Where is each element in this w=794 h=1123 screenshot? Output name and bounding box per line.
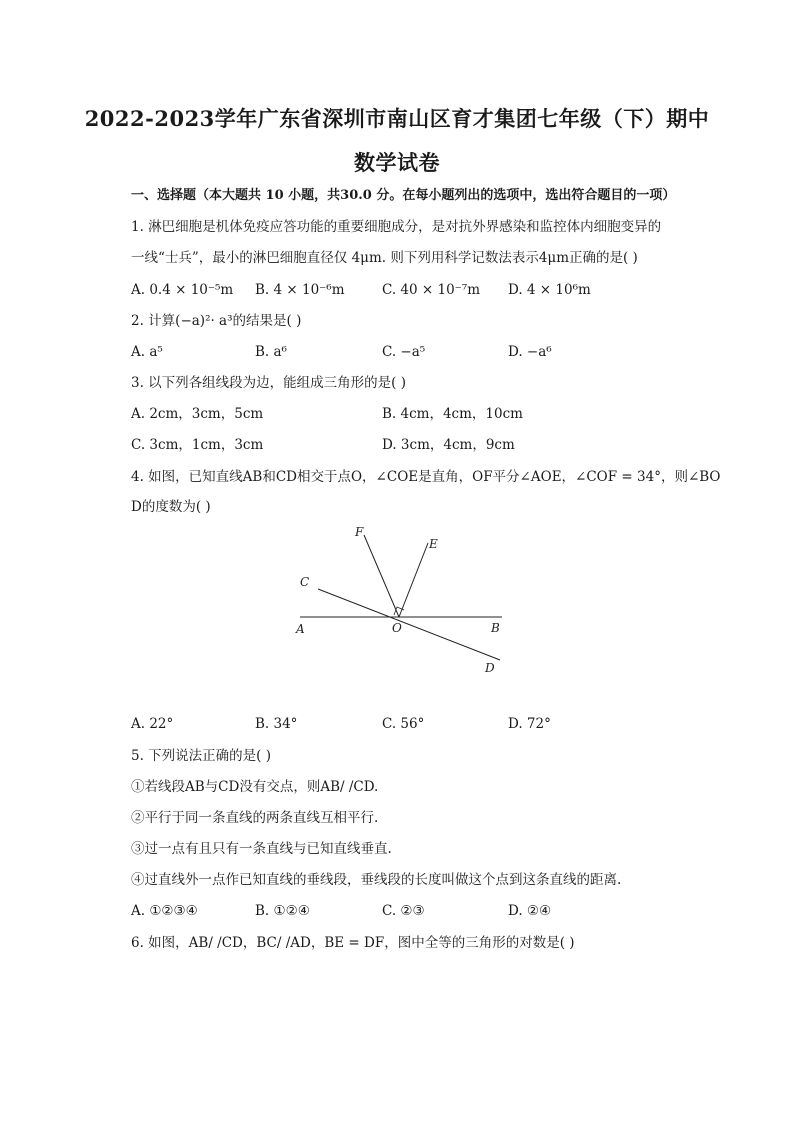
question-2-option-a: A. a⁵: [131, 344, 163, 360]
question-4-line-2: D的度数为( ): [131, 499, 211, 515]
question-5-statement-1: ①若线段AB与CD没有交点，则AB/ /CD.: [131, 779, 379, 795]
label-f: F: [355, 525, 364, 539]
question-2-option-c: C. −a⁵: [382, 344, 426, 360]
question-5-option-d: D. ②④: [508, 903, 552, 919]
label-e: E: [429, 537, 438, 551]
question-2-option-b: B. a⁶: [255, 344, 287, 360]
question-1-option-b: B. 4 × 10⁻⁶m: [255, 282, 345, 298]
question-1-option-d: D. 4 × 10⁶m: [508, 282, 591, 298]
exam-title-line2: 数学试卷: [354, 150, 440, 175]
ray-oe: [399, 543, 428, 617]
label-d: D: [485, 661, 495, 675]
question-6-line-1: 6. 如图，AB/ /CD，BC/ /AD，BE = DF，图中全等的三角形的对数是( ): [131, 935, 575, 951]
label-c: C: [300, 575, 310, 589]
question-2-option-d: D. −a⁶: [508, 344, 552, 360]
question-3-line-1: 3. 以下列各组线段为边，能组成三角形的是( ): [131, 375, 406, 391]
question-5-statement-4: ④过直线外一点作已知直线的垂线段，垂线段的长度叫做这个点到这条直线的距离.: [131, 872, 622, 888]
question-4-option-d: D. 72°: [508, 716, 551, 732]
question-1-option-c: C. 40 × 10⁻⁷m: [382, 282, 481, 298]
label-a: A: [296, 622, 305, 636]
question-5-statement-2: ②平行于同一条直线的两条直线互相平行.: [131, 810, 379, 826]
question-1-option-a: A. 0.4 × 10⁻⁵m: [131, 282, 234, 298]
section-heading: 一、选择题（本大题共 10 小题，共30.0 分。在每小题列出的选项中，选出符合题目的一项）: [131, 188, 676, 203]
question-4-line-1: 4. 如图，已知直线AB和CD相交于点O，∠COE是直角，OF平分∠AOE，∠COF = 34°，则∠BO: [131, 469, 721, 485]
question-4-option-c: C. 56°: [382, 716, 425, 732]
question-3-option-a: A. 2cm，3cm，5cm: [131, 406, 264, 422]
question-5-line-1: 5. 下列说法正确的是( ): [131, 748, 271, 764]
question-3-option-d: D. 3cm，4cm，9cm: [382, 437, 515, 453]
ray-of: [364, 535, 399, 617]
question-3-option-c: C. 3cm，1cm，3cm: [131, 437, 264, 453]
question-2-line-1: 2. 计算(−a)²· a³的结果是( ): [131, 313, 302, 329]
line-cd: [318, 589, 500, 660]
question-4-option-b: B. 34°: [255, 716, 298, 732]
question-5-option-c: C. ②③: [382, 903, 425, 919]
exam-title-line1: 2022-2023学年广东省深圳市南山区育才集团七年级（下）期中: [84, 106, 710, 131]
label-o: O: [392, 621, 402, 635]
label-b: B: [491, 621, 500, 635]
question-5-option-a: A. ①②③④: [131, 903, 198, 919]
question-3-option-b: B. 4cm，4cm，10cm: [382, 406, 523, 422]
question-4-option-a: A. 22°: [131, 716, 174, 732]
question-1-line-2: 一线“士兵”，最小的淋巴细胞直径仅 4μm. 则下列用科学记数法表示4μm正确的是( ): [131, 250, 638, 266]
question-5-statement-3: ③过一点有且只有一条直线与已知直线垂直.: [131, 841, 392, 857]
question-4-figure: [280, 515, 520, 685]
question-5-option-b: B. ①②④: [255, 903, 310, 919]
question-1-line-1: 1. 淋巴细胞是机体免疫应答功能的重要细胞成分，是对抗外界感染和监控体内细胞变异的: [131, 219, 662, 235]
